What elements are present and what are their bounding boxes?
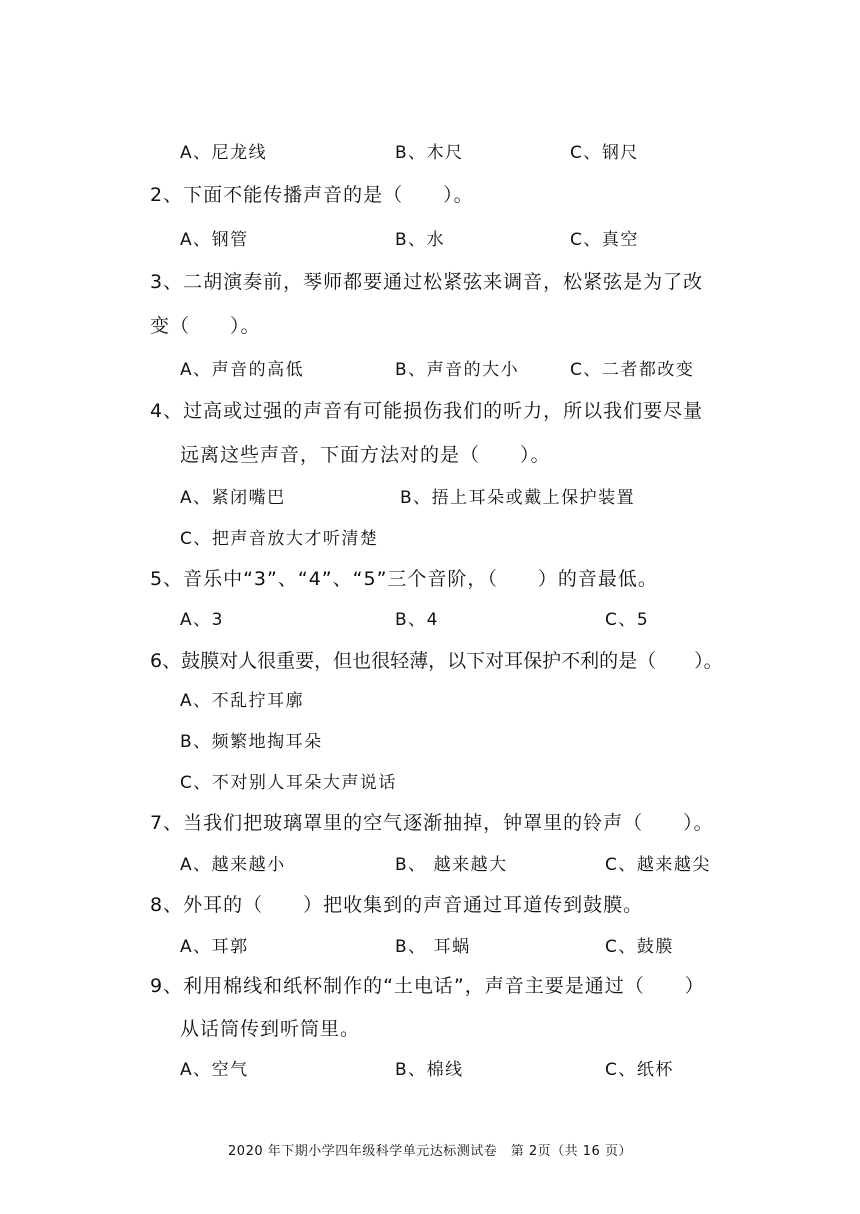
q6-option-b: B、频繁地掏耳朵: [180, 732, 323, 752]
q1-option-a: A、尼龙线: [180, 143, 268, 163]
q7-option-b: B、 越来越大: [395, 855, 508, 875]
q3-option-a: A、声音的高低: [180, 360, 305, 380]
q9-stem-line2: 从话筒传到听筒里。: [180, 1018, 361, 1040]
q1-option-c: C、钢尺: [570, 143, 639, 163]
q9-option-c: C、纸杯: [605, 1060, 674, 1080]
q9-stem-line1: 9、利用棉线和纸杯制作的“土电话”，声音主要是通过（ ）: [150, 975, 705, 997]
q6-stem: 6、鼓膜对人很重要，但也很轻薄，以下对耳保护不利的是（ ）。: [150, 650, 723, 672]
q8-option-a: A、耳郭: [180, 937, 249, 957]
q6-option-a: A、不乱拧耳廓: [180, 691, 305, 711]
q5-option-c: C、5: [605, 610, 650, 630]
q5-stem: 5、音乐中“3”、“4”、“5”三个音阶，（ ）的音最低。: [150, 568, 658, 590]
q1-option-b: B、木尺: [395, 143, 464, 163]
q2-option-a: A、钢管: [180, 230, 249, 250]
q9-option-a: A、空气: [180, 1060, 249, 1080]
q3-stem-line1: 3、二胡演奏前，琴师都要通过松紧弦来调音，松紧弦是为了改: [150, 271, 704, 293]
q4-option-c: C、把声音放大才听清楚: [180, 529, 379, 549]
q4-option-a: A、紧闭嘴巴: [180, 488, 286, 508]
q7-option-a: A、越来越小: [180, 855, 286, 875]
q5-option-a: A、3: [180, 610, 224, 630]
q4-stem-line1: 4、过高或过强的声音有可能损伤我们的听力，所以我们要尽量: [150, 400, 704, 422]
q2-option-c: C、真空: [570, 230, 639, 250]
page-footer: 2020 年下期小学四年级科学单元达标测试卷 第 2页（共 16 页）: [228, 1144, 632, 1159]
q9-option-b: B、棉线: [395, 1060, 464, 1080]
q7-stem: 7、当我们把玻璃罩里的空气逐渐抽掉，钟罩里的铃声（ ）。: [150, 812, 714, 834]
q2-stem: 2、下面不能传播声音的是（ ）。: [150, 184, 474, 206]
q8-stem: 8、外耳的（ ）把收集到的声音通过耳道传到鼓膜。: [150, 894, 644, 916]
q2-option-b: B、水: [395, 230, 446, 250]
q4-option-b: B、捂上耳朵或戴上保护装置: [400, 488, 636, 508]
q3-stem-line2: 变（ ）。: [150, 315, 261, 337]
q4-stem-line2: 远离这些声音，下面方法对的是（ ）。: [180, 444, 551, 466]
q7-option-c: C、越来越尖: [605, 855, 711, 875]
q6-option-c: C、不对别人耳朵大声说话: [180, 773, 397, 793]
q5-option-b: B、4: [395, 610, 439, 630]
q8-option-b: B、 耳蜗: [395, 937, 471, 957]
q8-option-c: C、鼓膜: [605, 937, 674, 957]
q3-option-b: B、声音的大小: [395, 360, 520, 380]
q3-option-c: C、二者都改变: [570, 360, 695, 380]
